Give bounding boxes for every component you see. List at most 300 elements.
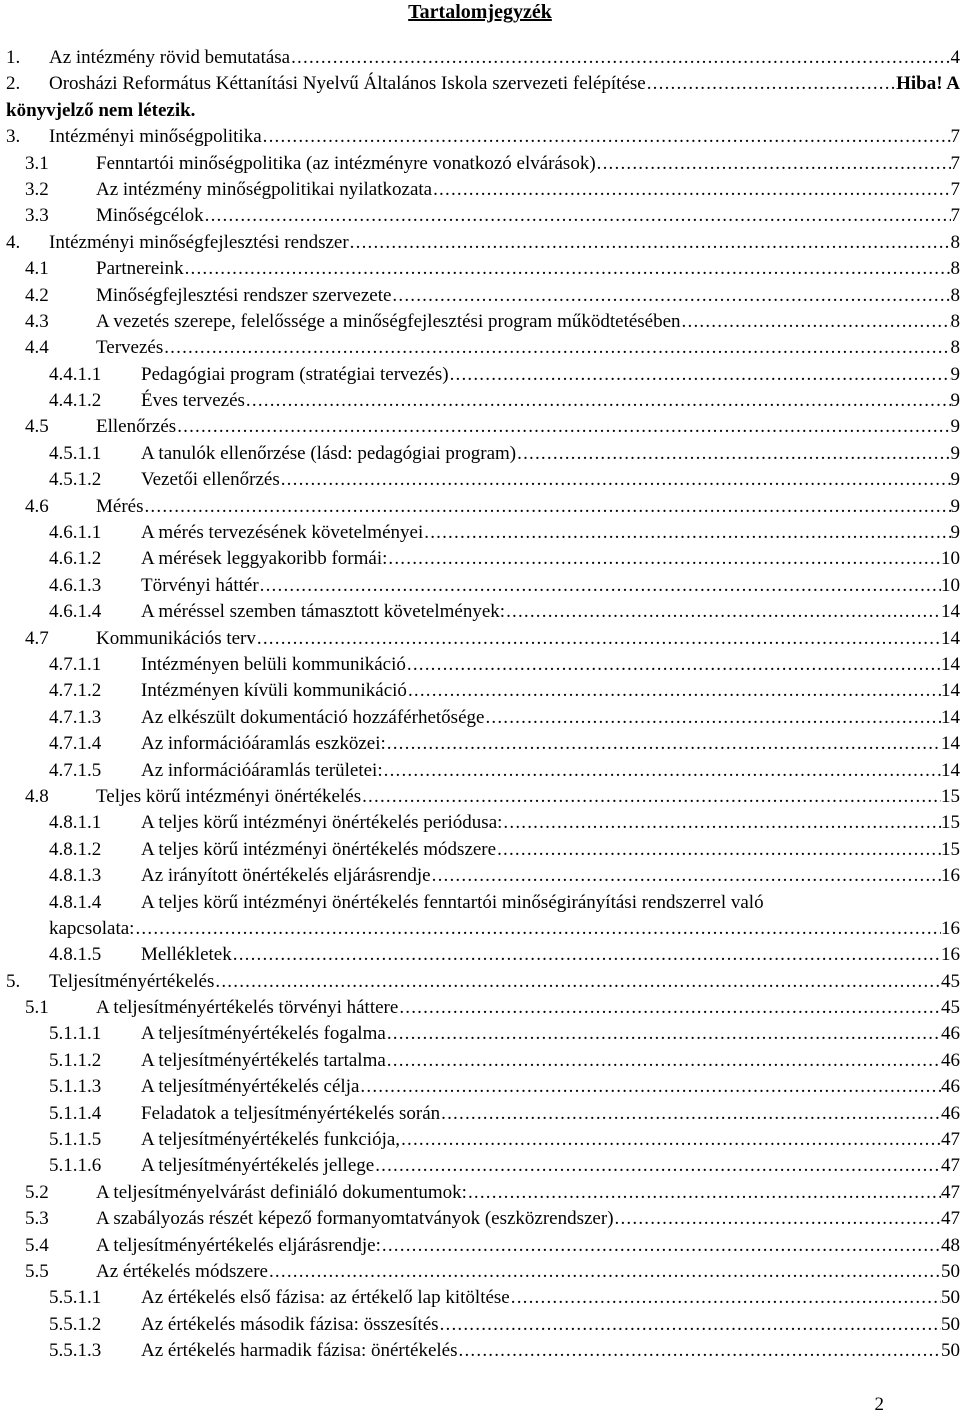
- toc-entry-page: 10: [941, 574, 960, 596]
- toc-entry-number: 4.8.1.2: [49, 838, 102, 860]
- toc-entry[interactable]: [0, 784, 960, 810]
- toc-dot-leader: [485, 705, 941, 731]
- toc-entry-line: [0, 546, 960, 572]
- toc-entry[interactable]: [0, 837, 960, 863]
- toc-entry-title: Intézményi minőségfejlesztési rendszer: [49, 230, 350, 256]
- toc-entry-body: [96, 626, 960, 652]
- toc-entry[interactable]: [0, 124, 960, 150]
- toc-entry-body: [49, 71, 960, 97]
- toc-entry[interactable]: [0, 731, 960, 757]
- toc-entry-body: [141, 362, 960, 388]
- toc-entry-number: 3.3: [25, 205, 49, 227]
- toc-entry-title: Az intézmény minőségpolitikai nyilatkozata: [96, 177, 433, 203]
- toc-entry-body: [141, 705, 960, 731]
- toc-entry-title: Vezetői ellenőrzés: [141, 467, 281, 493]
- toc-entry[interactable]: [0, 652, 960, 678]
- toc-entry[interactable]: [0, 995, 960, 1021]
- toc-entry-title: Minőségfejlesztési rendszer szervezete: [96, 283, 392, 309]
- toc-entry[interactable]: [0, 1074, 960, 1100]
- toc-entry-title: A teljes körű intézményi önértékelés periódusa:: [141, 810, 503, 836]
- toc-dot-leader: [424, 520, 950, 546]
- toc-entry-title: Orosházi Református Kéttanítási Nyelvű Általános Iskola szervezeti felépítése: [49, 71, 647, 97]
- toc-dot-leader: [382, 1233, 941, 1259]
- toc-entry-number: 5.5: [25, 1260, 49, 1282]
- toc-dot-leader: [682, 309, 951, 335]
- toc-dot-leader: [450, 362, 951, 388]
- toc-entry[interactable]: [0, 230, 960, 256]
- toc-entry-body: [141, 678, 960, 704]
- toc-dot-leader: [387, 731, 941, 757]
- page-number: 2: [874, 1394, 884, 1415]
- toc-entry-line: [0, 362, 960, 388]
- toc-entry-line: [0, 467, 960, 493]
- toc-entry[interactable]: [0, 1101, 960, 1127]
- toc-entry-body: [141, 599, 960, 625]
- toc-entry[interactable]: [0, 177, 960, 203]
- toc-entry-page: 16: [941, 917, 960, 939]
- toc-entry-page: 14: [941, 706, 960, 728]
- toc-entry-line: [0, 1338, 960, 1364]
- toc-entry[interactable]: [0, 283, 960, 309]
- toc-entry-body: [141, 1048, 960, 1074]
- toc-entry-body: [141, 1127, 960, 1153]
- toc-entry-number: 5.: [6, 970, 21, 992]
- toc-entry-line: [0, 124, 960, 150]
- toc-entry[interactable]: [0, 520, 960, 546]
- toc-entry-title: A teljesítményértékelés eljárásrendje:: [96, 1233, 382, 1259]
- toc-entry-page: 46: [941, 1023, 960, 1045]
- toc-entry-continuation: [49, 916, 960, 942]
- toc-entry-line: [0, 151, 960, 177]
- toc-entry-page: 8: [950, 231, 960, 253]
- toc-dot-leader: [350, 230, 951, 256]
- toc-entry[interactable]: [0, 863, 960, 889]
- toc-entry-body: [141, 441, 960, 467]
- toc-entry-number: 5.5.1.2: [49, 1313, 102, 1335]
- toc-entry-page: 47: [941, 1155, 960, 1177]
- toc-entry-page: 15: [941, 838, 960, 860]
- toc-entry-number: 5.1.1.1: [49, 1023, 102, 1045]
- toc-dot-leader: [375, 1153, 941, 1179]
- toc-entry-number: 4.8.1.3: [49, 865, 102, 887]
- toc-entry-number: 5.1.1.6: [49, 1155, 102, 1177]
- toc-entry-line: [0, 890, 960, 916]
- toc-entry-line: [0, 45, 960, 71]
- toc-entry-line: [0, 283, 960, 309]
- toc-entry-title: Mérés: [96, 494, 144, 520]
- toc-entry-number: 5.3: [25, 1208, 49, 1230]
- toc-entry-title: Az elkészült dokumentáció hozzáférhetősége: [141, 705, 485, 731]
- toc-entry-page: 50: [941, 1313, 960, 1335]
- toc-entry-line: [0, 1074, 960, 1100]
- toc-entry-number: 4.8.1.5: [49, 944, 102, 966]
- toc-entry-body: [141, 573, 960, 599]
- toc-entry-line: [0, 309, 960, 335]
- toc-entry-line: [0, 1206, 960, 1232]
- toc-entry[interactable]: [0, 309, 960, 335]
- toc-dot-leader: [246, 388, 951, 414]
- toc-dot-leader: [360, 1074, 941, 1100]
- toc-entry-body: [141, 652, 960, 678]
- toc-entry-body: [141, 810, 960, 836]
- toc-entry-title: Az értékelés harmadik fázisa: önértékelés: [141, 1338, 459, 1364]
- toc-dot-leader: [215, 969, 941, 995]
- toc-entry-title: Tervezés: [96, 335, 164, 361]
- toc-entry[interactable]: [0, 1338, 960, 1364]
- toc-entry-title: Teljes körű intézményi önértékelés: [96, 784, 362, 810]
- toc-entry-line: [0, 705, 960, 731]
- toc-entry[interactable]: [0, 1021, 960, 1047]
- toc-entry[interactable]: [0, 942, 960, 968]
- toc-entry-number: 3.1: [25, 152, 49, 174]
- toc-entry-page: 9: [950, 390, 960, 412]
- toc-entry-page: 14: [941, 627, 960, 649]
- toc-dot-leader: [291, 45, 950, 71]
- toc-entry-line: [0, 441, 960, 467]
- toc-dot-leader: [399, 995, 941, 1021]
- toc-entry-line: [0, 784, 960, 810]
- toc-entry[interactable]: [0, 890, 960, 943]
- toc-entry-body: [141, 1338, 960, 1364]
- toc-entry[interactable]: [0, 1127, 960, 1153]
- toc-entry-body: [141, 1021, 960, 1047]
- toc-entry-body: [96, 1259, 960, 1285]
- toc-entry[interactable]: [0, 1259, 960, 1285]
- toc-entry[interactable]: [0, 71, 960, 124]
- toc-entry-continuation-line: [0, 98, 960, 124]
- toc-entry-title: Teljesítményértékelés: [49, 969, 215, 995]
- toc-entry[interactable]: [0, 203, 960, 229]
- toc-dot-leader: [517, 441, 950, 467]
- toc-entry-number: 4.5: [25, 416, 49, 438]
- toc-dot-leader: [257, 626, 941, 652]
- toc-entry[interactable]: [0, 1285, 960, 1311]
- toc-entry-title: Az értékelés módszere: [96, 1259, 269, 1285]
- toc-entry-line: [0, 678, 960, 704]
- toc-entry-line: [0, 1101, 960, 1127]
- toc-entry-title: A teljes körű intézményi önértékelés módszere: [141, 837, 497, 863]
- toc-entry-body: [96, 995, 960, 1021]
- toc-entry-page: 45: [941, 997, 960, 1019]
- toc-entry[interactable]: [0, 1180, 960, 1206]
- toc-entry-number: 4.: [6, 231, 21, 253]
- toc-entry-number: 4.7.1.4: [49, 733, 102, 755]
- toc-entry-number: 4.4.1.2: [49, 390, 102, 412]
- toc-entry-title: Mellékletek: [141, 942, 233, 968]
- toc-entry-title: Törvényi háttér: [141, 573, 260, 599]
- toc-entry-body: [96, 414, 960, 440]
- toc-entry-continuation: [6, 98, 196, 124]
- toc-dot-leader: [408, 678, 941, 704]
- toc-entry-page: 15: [941, 812, 960, 834]
- toc-entry-number: 4.6.1.2: [49, 548, 102, 570]
- toc-entry-number: 5.1.1.3: [49, 1076, 102, 1098]
- toc-entry-body: [49, 45, 960, 71]
- toc-entry-number: 3.: [6, 126, 21, 148]
- toc-dot-leader: [177, 414, 950, 440]
- toc-entry-body: [96, 1233, 960, 1259]
- toc-entry-number: 4.5.1.2: [49, 469, 102, 491]
- toc-entry-title: Fenntartói minőségpolitika (az intézményre vonatkozó elvárások): [96, 151, 597, 177]
- toc-dot-leader: [144, 494, 950, 520]
- toc-entry-line: [0, 256, 960, 282]
- toc-entry-line: [0, 810, 960, 836]
- toc-entry-line: [0, 1259, 960, 1285]
- toc-entry[interactable]: [0, 1048, 960, 1074]
- toc-dot-leader: [362, 784, 941, 810]
- toc-entry-title: Éves tervezés: [141, 388, 246, 414]
- toc-entry[interactable]: [0, 414, 960, 440]
- toc-entry[interactable]: [0, 335, 960, 361]
- toc-entry-title: Ellenőrzés: [96, 414, 177, 440]
- toc-entry-line: [0, 731, 960, 757]
- toc-entry-page: 46: [941, 1076, 960, 1098]
- toc-entry-number: 5.5.1.3: [49, 1340, 102, 1362]
- toc-entry-body: [141, 942, 960, 968]
- toc-entry-title: Intézményen belüli kommunikáció: [141, 652, 407, 678]
- toc-entry-title: A teljesítményértékelés fogalma: [141, 1021, 387, 1047]
- toc-entry-line: [0, 599, 960, 625]
- toc-entry-continuation-line: [0, 916, 960, 942]
- toc-entry[interactable]: [0, 467, 960, 493]
- toc-entry-title: Az értékelés első fázisa: az értékelő lap kitöltése: [141, 1285, 511, 1311]
- toc-entry-title: A mérés tervezésének követelményei: [141, 520, 424, 546]
- toc-entry-number: 4.7.1.5: [49, 759, 102, 781]
- toc-entry-title: A méréssel szemben támasztott követelmények:: [141, 599, 506, 625]
- toc-dot-leader: [432, 863, 941, 889]
- toc-entry[interactable]: [0, 1233, 960, 1259]
- toc-entry-title: Minőségcélok: [96, 203, 205, 229]
- toc-entry-number: 4.3: [25, 310, 49, 332]
- toc-entry-title: A vezetés szerepe, felelőssége a minőségfejlesztési program működtetésében: [96, 309, 682, 335]
- toc-dot-leader: [433, 177, 950, 203]
- toc-entry-title: A teljesítményértékelés tartalma: [141, 1048, 387, 1074]
- toc-entry-page: 10: [941, 548, 960, 570]
- toc-entry-body: [96, 309, 960, 335]
- toc-entry-line: [0, 388, 960, 414]
- toc-entry-title: A mérések leggyakoribb formái:: [141, 546, 388, 572]
- toc-entry-title: A teljesítményértékelés célja: [141, 1074, 360, 1100]
- toc-entry-line: [0, 1021, 960, 1047]
- toc-dot-leader: [387, 1048, 941, 1074]
- toc-entry-page: 47: [941, 1181, 960, 1203]
- toc-entry-body: [96, 494, 960, 520]
- toc-entry-title: Az információáramlás eszközei:: [141, 731, 387, 757]
- toc-entry-page: 14: [941, 733, 960, 755]
- toc-entry-line: [0, 942, 960, 968]
- toc-entry-number: 5.1.1.2: [49, 1049, 102, 1071]
- toc-entry-page: 9: [950, 469, 960, 491]
- toc-entry-number: 4.7.1.3: [49, 706, 102, 728]
- toc-entry-number: 4.6: [25, 495, 49, 517]
- toc-dot-leader: [387, 1021, 941, 1047]
- toc-entry-number: 5.1.1.4: [49, 1102, 102, 1124]
- toc-dot-leader: [384, 758, 941, 784]
- toc-dot-leader: [407, 652, 941, 678]
- toc-entry-page: 47: [941, 1208, 960, 1230]
- toc-entry-page: 46: [941, 1102, 960, 1124]
- toc-entry-number: 4.8.1.1: [49, 812, 102, 834]
- toc-entry-page: 14: [941, 653, 960, 675]
- toc-entry-number: 5.2: [25, 1181, 49, 1203]
- toc-entry-title: A teljesítményértékelés jellege: [141, 1153, 375, 1179]
- toc-entry-page: 8: [950, 258, 960, 280]
- toc-dot-leader: [205, 203, 951, 229]
- toc-dot-leader: [269, 1259, 941, 1285]
- toc-entry-title: Kommunikációs terv: [96, 626, 257, 652]
- toc-entry[interactable]: [0, 599, 960, 625]
- toc-entry-line: [0, 71, 960, 97]
- toc-entry-page: 9: [950, 442, 960, 464]
- toc-entry[interactable]: [0, 1206, 960, 1232]
- toc-entry-line: [0, 335, 960, 361]
- toc-entry-title: Intézményi minőségpolitika: [49, 124, 263, 150]
- toc-entry-line: [0, 969, 960, 995]
- toc-entry-body: [96, 784, 960, 810]
- toc-entry-page: 7: [950, 126, 960, 148]
- toc-entry-number: 5.5.1.1: [49, 1287, 102, 1309]
- toc-dot-leader: [468, 1180, 941, 1206]
- toc-entry-error: Hiba! A: [896, 73, 960, 95]
- toc-entry[interactable]: [0, 45, 960, 71]
- toc-entry-number: 4.8: [25, 785, 49, 807]
- document-title: Tartalomjegyzék: [408, 1, 552, 23]
- toc-entry[interactable]: [0, 573, 960, 599]
- toc-entry-body: [141, 1101, 960, 1127]
- toc-entry-page: 7: [950, 205, 960, 227]
- toc-entry-line: [0, 652, 960, 678]
- toc-entry-body: [141, 1312, 960, 1338]
- toc-entry-number: 4.5.1.1: [49, 442, 102, 464]
- toc-entry[interactable]: [0, 546, 960, 572]
- toc-dot-leader: [615, 1206, 941, 1232]
- toc-entry-page: 16: [941, 865, 960, 887]
- toc-entry-body: [141, 1153, 960, 1179]
- toc-entry-title: Partnereink: [96, 256, 185, 282]
- toc-entry-number: 1.: [6, 47, 21, 68]
- toc-entry-page: 48: [941, 1234, 960, 1256]
- toc-entry-body: [96, 1180, 960, 1206]
- toc-entry-title: A tanulók ellenőrzése (lásd: pedagógiai program): [141, 441, 517, 467]
- toc-entry-body: [141, 1285, 960, 1311]
- toc-entry[interactable]: [0, 1312, 960, 1338]
- toc-entry-title-continuation: kapcsolata:: [49, 916, 135, 942]
- toc-entry-title: A teljesítményértékelés törvényi háttere: [96, 995, 399, 1021]
- toc-entry-number: 2.: [6, 73, 21, 95]
- toc-entry[interactable]: [0, 441, 960, 467]
- table-of-contents: [0, 45, 960, 1365]
- toc-entry-page: 9: [950, 495, 960, 517]
- toc-entry-page: 7: [950, 178, 960, 200]
- toc-entry[interactable]: [0, 678, 960, 704]
- toc-entry-page: 7: [950, 152, 960, 174]
- toc-entry-number: 5.1.1.5: [49, 1129, 102, 1151]
- toc-dot-leader: [441, 1101, 941, 1127]
- toc-entry-number: 4.7: [25, 627, 49, 649]
- toc-entry-number: 4.6.1.4: [49, 601, 102, 623]
- toc-entry-body: [49, 230, 960, 256]
- toc-entry[interactable]: [0, 758, 960, 784]
- toc-entry-body: [96, 256, 960, 282]
- toc-dot-leader: [281, 467, 951, 493]
- toc-entry-line: [0, 203, 960, 229]
- toc-entry-number: 5.4: [25, 1234, 49, 1256]
- toc-entry-title: A teljes körű intézményi önértékelés fenntartói minőségirányítási rendszerrel való: [141, 890, 765, 916]
- toc-entry-body: [141, 388, 960, 414]
- toc-entry[interactable]: [0, 494, 960, 520]
- toc-entry-line: [0, 520, 960, 546]
- toc-entry[interactable]: [0, 151, 960, 177]
- toc-entry-body: [141, 731, 960, 757]
- toc-entry-body: [141, 520, 960, 546]
- toc-entry-line: [0, 863, 960, 889]
- toc-entry[interactable]: [0, 388, 960, 414]
- toc-entry-body: [96, 1206, 960, 1232]
- toc-entry[interactable]: [0, 626, 960, 652]
- toc-entry-line: [0, 494, 960, 520]
- toc-entry[interactable]: [0, 810, 960, 836]
- toc-entry-number: 4.2: [25, 284, 49, 306]
- toc-dot-leader: [233, 942, 941, 968]
- toc-entry-page: 4: [950, 47, 960, 68]
- toc-entry[interactable]: [0, 1153, 960, 1179]
- toc-dot-leader: [497, 837, 941, 863]
- toc-entry-body: [96, 283, 960, 309]
- toc-entry-title: A szabályozás részét képező formanyomtatványok (eszközrendszer): [96, 1206, 615, 1232]
- toc-entry-line: [0, 758, 960, 784]
- toc-entry-body: [96, 335, 960, 361]
- toc-entry-body: [141, 467, 960, 493]
- toc-entry-title: Az információáramlás területei:: [141, 758, 384, 784]
- toc-entry-page: 8: [950, 284, 960, 306]
- toc-entry-title: Az irányított önértékelés eljárásrendje: [141, 863, 432, 889]
- toc-entry[interactable]: [0, 256, 960, 282]
- toc-entry[interactable]: [0, 969, 960, 995]
- toc-dot-leader: [388, 546, 941, 572]
- toc-entry-title: A teljesítményelvárást definiáló dokumentumok:: [96, 1180, 468, 1206]
- toc-entry-number: 3.2: [25, 178, 49, 200]
- toc-entry[interactable]: [0, 362, 960, 388]
- toc-dot-leader: [440, 1312, 941, 1338]
- toc-entry[interactable]: [0, 705, 960, 731]
- toc-entry-body: [141, 863, 960, 889]
- toc-entry-title: Az intézmény rövid bemutatása: [49, 45, 291, 71]
- toc-entry-number: 5.1: [25, 997, 49, 1019]
- toc-entry-page: 15: [941, 785, 960, 807]
- toc-entry-line: [0, 1233, 960, 1259]
- toc-entry-page: 8: [950, 337, 960, 359]
- toc-dot-leader: [260, 573, 941, 599]
- toc-dot-leader: [647, 71, 896, 97]
- toc-entry-number: 4.4: [25, 337, 49, 359]
- toc-entry-number: 4.7.1.1: [49, 653, 102, 675]
- toc-entry-page: 50: [941, 1340, 960, 1362]
- toc-dot-leader: [401, 1127, 941, 1153]
- toc-entry-line: [0, 573, 960, 599]
- toc-entry-page: 14: [941, 759, 960, 781]
- toc-entry-body: [141, 758, 960, 784]
- toc-entry-page: 47: [941, 1129, 960, 1151]
- toc-entry-line: [0, 230, 960, 256]
- toc-entry-page: 9: [950, 416, 960, 438]
- toc-entry-line: [0, 1153, 960, 1179]
- toc-entry-body: [141, 890, 960, 916]
- toc-entry-title: Intézményen kívüli kommunikáció: [141, 678, 408, 704]
- toc-dot-leader: [503, 810, 941, 836]
- toc-entry-line: [0, 1127, 960, 1153]
- toc-entry-number: 4.8.1.4: [49, 891, 102, 913]
- toc-entry-title: A teljesítményértékelés funkciója,: [141, 1127, 401, 1153]
